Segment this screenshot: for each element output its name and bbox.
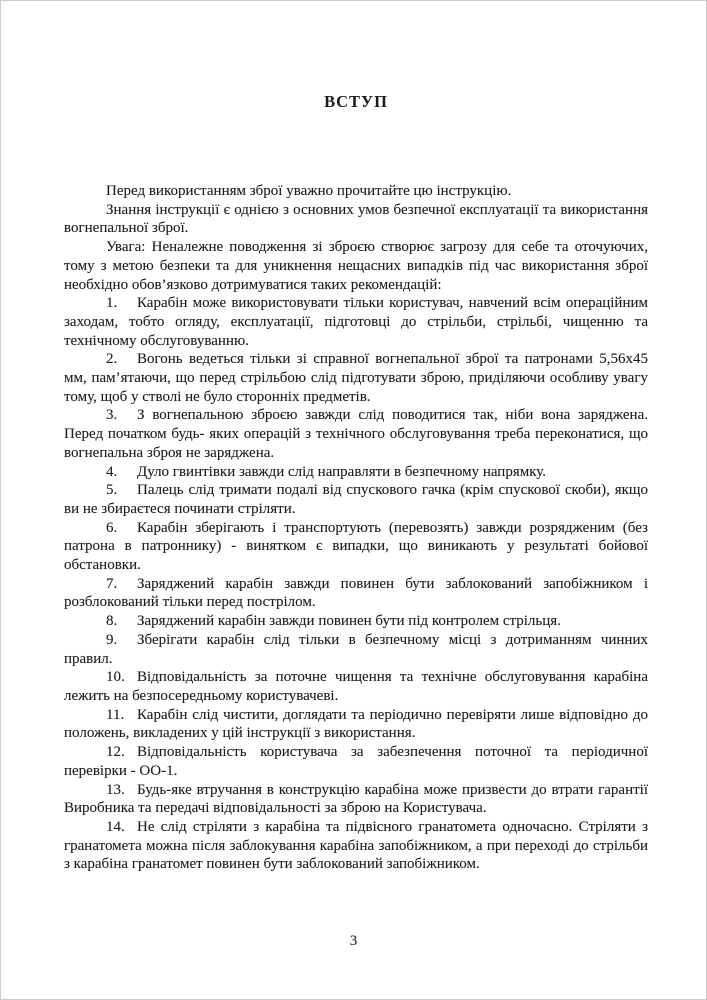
- page-number: 3: [349, 933, 358, 949]
- item-text: Карабін слід чистити, доглядати та періодично перевіряти лише відповідно до положень, викладених у цій інструкції з використання.: [64, 706, 648, 742]
- document-body: [64, 182, 648, 874]
- page-title: ВСТУП: [324, 92, 388, 111]
- intro-paragraph: Перед використанням зброї уважно прочитайте цю інструкцію.: [106, 183, 512, 199]
- item-number: 8.: [106, 613, 118, 630]
- item-number: 10.: [106, 669, 125, 686]
- item-number: 2.: [106, 351, 118, 368]
- list-item: [64, 818, 648, 874]
- item-text: Заряджений карабін завжди повинен бути заблокований запобіжником і розблокований тільки перед пострілом.: [64, 575, 648, 611]
- item-text: Не слід стріляти з карабіна та підвісного гранатомета одночасно. Стріляти з гранатомета можна після заблокування карабіна запобіжником, а при переході до стрільби з карабіна гранатомет повинен бути заблокований запобіжником.: [64, 818, 648, 873]
- item-text: Карабін може використовувати тільки користувач, навчений всім операційним заходам, тобто огляду, експлуатації, підготовці до стрільби, стрільбі, чищенню та технічному обслуговуванню.: [64, 295, 648, 349]
- list-item: [64, 575, 648, 612]
- list-item: [64, 668, 648, 705]
- item-text: Вогонь ведеться тільки зі справної вогнепальної зброї та патронами 5,56х45 мм, пам’ятаючи, що перед стрільбою слід підготувати зброю, приділяючи особливу увагу тому, щоб у стволі не було сторонніх предметів.: [64, 351, 648, 405]
- item-number: 5.: [106, 482, 118, 499]
- list-item: [64, 631, 648, 668]
- list-item: [64, 406, 648, 462]
- item-number: 3.: [106, 407, 118, 424]
- item-text: Палець слід тримати подалі від спускового гачка (крім спускової скоби), якщо ви не збираєтеся починати стріляти.: [64, 482, 648, 517]
- list-item: [64, 481, 648, 518]
- item-text: Заряджений карабін завжди повинен бути під контролем стрільця.: [137, 613, 561, 630]
- item-number: 6.: [106, 519, 118, 536]
- item-text: Карабін зберігають і транспортують (перевозять) завжди розрядженим (без патрона в патроннику) - винятком є випадки, що виникають у результаті бойової обстановки.: [64, 519, 648, 574]
- item-number: 14.: [106, 818, 125, 835]
- item-number: 4.: [106, 463, 118, 480]
- item-text: Відповідальність користувача за забезпечення поточної та періодичної перевірки - ОО-1.: [64, 744, 648, 779]
- list-item: [64, 706, 648, 743]
- list-item: [64, 743, 648, 780]
- item-number: 11.: [106, 706, 125, 723]
- item-number: 9.: [106, 631, 118, 648]
- list-item: [64, 781, 648, 818]
- list-item: [64, 519, 648, 575]
- item-text: Будь-яке втручання в конструкцію карабіна може призвести до втрати гарантії Виробника та передачі відповідальності за зброю на Користувача.: [64, 781, 648, 817]
- item-text: Відповідальність за поточне чищення та технічне обслуговування карабіна лежить на безпосередньому користувачеві.: [64, 669, 648, 704]
- item-text: Дуло гвинтівки завжди слід направляти в безпечному напрямку.: [137, 463, 547, 480]
- intro-paragraph: Увага: Неналежне поводження зі зброєю створює загрозу для себе та оточуючих, тому з метою безпеки та для уникнення нещасних випадків під час використання зброї необхідно обов’язково дотримуватися таких рекомендацій:: [64, 239, 648, 293]
- list-item: [64, 350, 648, 406]
- list-item: [64, 294, 648, 350]
- intro-paragraph: Знання інструкції є однією з основних умов безпечної експлуатації та використання вогнепальної зброї.: [64, 201, 648, 237]
- list-item: [64, 463, 648, 482]
- item-number: 7.: [106, 575, 118, 592]
- item-text: Зберігати карабін слід тільки в безпечному місці з дотриманням чинних правил.: [64, 631, 648, 667]
- item-number: 12.: [106, 744, 125, 761]
- list-item: [64, 612, 648, 631]
- item-number: 1.: [106, 295, 118, 312]
- item-number: 13.: [106, 781, 125, 798]
- item-text: З вогнепальною зброєю завжди слід поводитися так, ніби вона заряджена. Перед початком будь- яких операцій з технічного обслуговування треба переконатися, що вогнепальна зброя не заряджена.: [64, 407, 648, 461]
